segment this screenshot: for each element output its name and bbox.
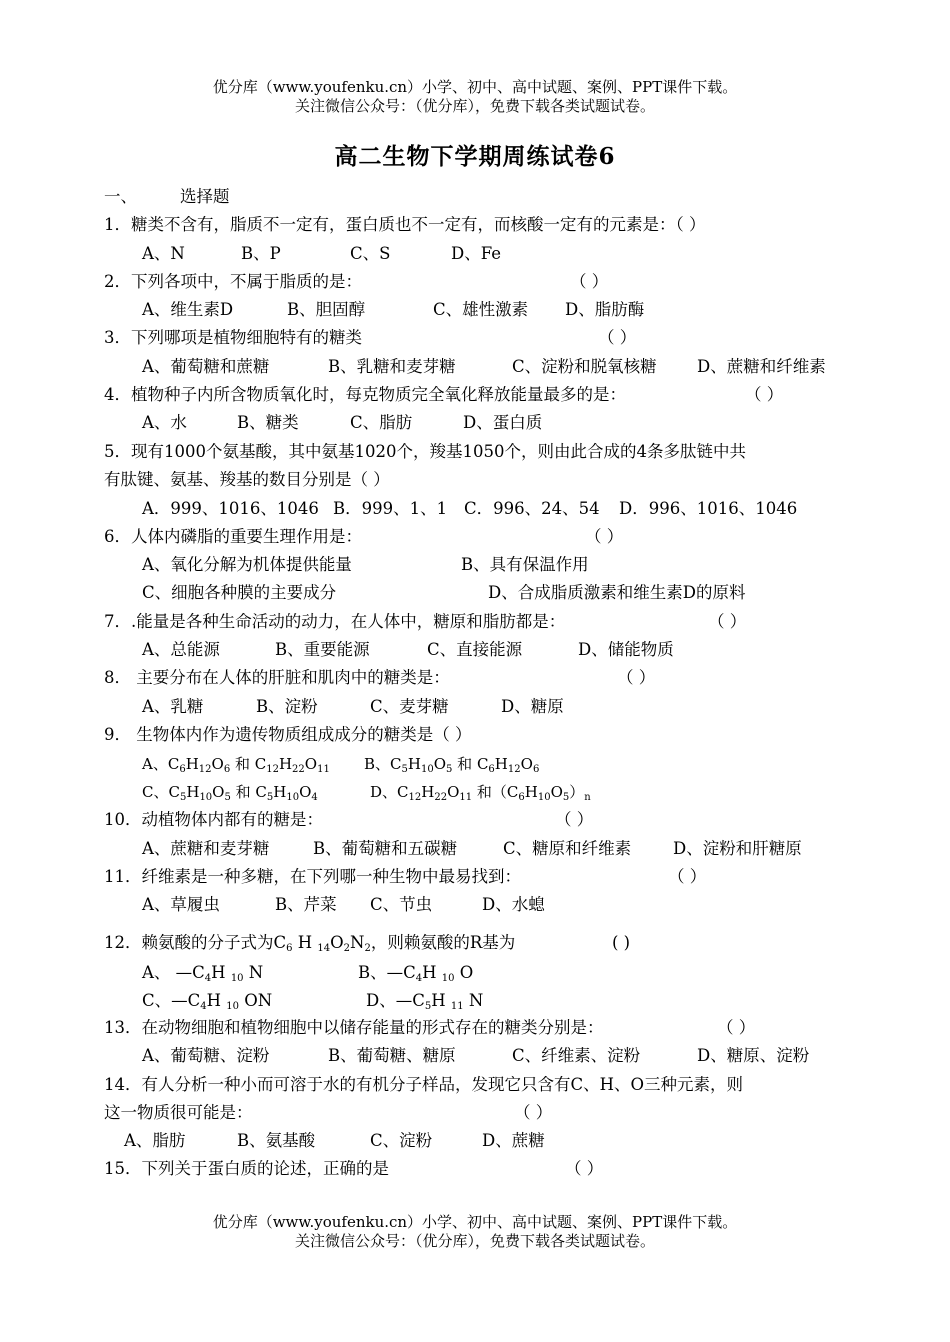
option-c: C、淀粉 (370, 1131, 433, 1150)
option-c: C、—C4H 10 ON (142, 991, 273, 1012)
footer-line-1: 优分库（www.youfenku.cn）小学、初中、高中试题、案例、PPT课件下载。 (212, 1213, 738, 1231)
question-15-stem: 15．下列关于蛋白质的论述，正确的是 (104, 1159, 389, 1178)
option-c: C、直接能源 (427, 640, 523, 659)
question-11-stem: 11．纤维素是一种多糖，在下列哪一种生物中最易找到： (104, 867, 521, 886)
option-d: D、合成脂质激素和维生素D的原料 (488, 583, 746, 602)
header-line-2: 关注微信公众号：（优分库），免费下载各类试题试卷。 (294, 97, 655, 115)
option-a: A、水 (142, 413, 187, 432)
option-b: B、P (241, 244, 281, 263)
option-c: C、淀粉和脱氧核糖 (512, 357, 657, 376)
question-8-stem: 8． 主要分布在人体的肝脏和肌肉中的糖类是： (104, 668, 450, 687)
option-b: B、葡萄糖、糖原 (328, 1046, 456, 1065)
question-9-stem: 9． 生物体内作为遗传物质组成成分的糖类是（ ） (104, 725, 472, 744)
question-12-stem: 12．赖氨酸的分子式为C6 H 14O2N2，则赖氨酸的R基为 (104, 933, 516, 954)
question-2-answer-paren: （ ） (570, 272, 609, 291)
section-number: 一、 (104, 187, 137, 206)
question-13-stem: 13．在动物细胞和植物细胞中以储存能量的形式存在的糖类分别是： (104, 1018, 604, 1037)
option-a: A、蔗糖和麦芽糖 (142, 839, 270, 858)
option-c: C、纤维素、淀粉 (512, 1046, 641, 1065)
question-5-stem-line-1: 5．现有1000个氨基酸，其中氨基1020个，羧基1050个，则由此合成的4条多肽链中共 (104, 442, 746, 461)
option-b: B．999、1、1 (333, 499, 448, 518)
option-b: B、乳糖和麦芽糖 (328, 357, 456, 376)
option-d: D．996、1016、1046 (619, 499, 798, 518)
option-a: A．999、1016、1046 (142, 499, 319, 518)
option-b: B、淀粉 (256, 697, 318, 716)
question-1-stem: 1．糖类不含有，脂质不一定有，蛋白质也不一定有，而核酸一定有的元素是：（ ） (104, 215, 706, 234)
question-14-stem-line-2: 这一物质很可能是： (104, 1103, 253, 1122)
option-d: D、—C5H 11 N (366, 991, 484, 1012)
option-a: A、乳糖 (142, 697, 204, 716)
section-heading (104, 186, 230, 208)
page-title: 高二生物下学期周练试卷6 (334, 143, 616, 170)
question-12-answer-paren: ( ) (612, 933, 631, 952)
option-b: B、—C4H 10 O (358, 963, 474, 984)
question-8-answer-paren: （ ） (617, 668, 656, 687)
question-5-stem-line-2: 有肽键、氨基、羧基的数目分别是（ ） (104, 470, 390, 489)
option-a: A、氧化分解为机体提供能量 (142, 555, 352, 574)
question-11-answer-paren: （ ） (668, 867, 707, 886)
option-c: C、脂肪 (350, 413, 413, 432)
option-c: C、S (350, 244, 391, 263)
question-6-answer-paren: （ ） (585, 527, 624, 546)
option-d: D、储能物质 (578, 640, 674, 659)
question-15-answer-paren: （ ） (565, 1159, 604, 1178)
question-12-stem-suffix: ，则赖氨酸的R基为 (370, 933, 516, 952)
option-c: C、细胞各种膜的主要成分 (142, 583, 337, 602)
option-d: D、蔗糖和纤维素 (697, 357, 826, 376)
option-a: A、葡萄糖、淀粉 (142, 1046, 270, 1065)
option-a: A、葡萄糖和蔗糖 (142, 357, 270, 376)
question-4-stem: 4．植物种子内所含物质氧化时，每克物质完全氧化释放能量最多的是： (104, 385, 626, 404)
question-14-answer-paren: （ ） (514, 1103, 553, 1122)
option-c: C、麦芽糖 (370, 697, 449, 716)
question-3-answer-paren: （ ） (598, 328, 637, 347)
section-label: 选择题 (180, 187, 230, 206)
option-d: D、$C_{12}H_{22}O_{11}$ 和$(C_6H_{10}O_5)_n$ (370, 783, 591, 803)
option-a: A、$C_6H_{12}O_6$ 和 $C_{12}H_{22}O_{11}$ (142, 755, 330, 775)
question-10-answer-paren: （ ） (555, 810, 594, 829)
option-a: A、维生素D (142, 300, 234, 319)
option-d: D、糖原 (501, 697, 564, 716)
option-d: D、水螅 (482, 895, 545, 914)
question-7-answer-paren: （ ） (708, 612, 747, 631)
question-12-stem-prefix: 12．赖氨酸的分子式为C (104, 933, 287, 952)
question-3-stem: 3．下列哪项是植物细胞特有的糖类 (104, 328, 362, 347)
option-c: C．996、24、54 (464, 499, 600, 518)
option-d: D、蛋白质 (463, 413, 543, 432)
option-a: A、脂肪 (124, 1131, 186, 1150)
option-c: C、节虫 (370, 895, 433, 914)
question-14-stem-line-1: 14．有人分析一种小而可溶于水的有机分子样品，发现它只含有C、H、O三种元素，则 (104, 1075, 744, 1094)
option-c: C、雄性激素 (433, 300, 529, 319)
option-b: B、葡萄糖和五碳糖 (313, 839, 458, 858)
option-d: D、Fe (451, 244, 502, 263)
option-b: B、具有保温作用 (461, 555, 589, 574)
option-d: D、糖原、淀粉 (697, 1046, 810, 1065)
header-line-1: 优分库（www.youfenku.cn）小学、初中、高中试题、案例、PPT课件下载。 (212, 78, 738, 96)
option-b: B、芹菜 (275, 895, 337, 914)
option-a: A、 —C4H 10 N (142, 963, 264, 984)
option-a: A、N (142, 244, 185, 263)
option-d: D、蔗糖 (482, 1131, 545, 1150)
option-a: A、草履虫 (142, 895, 220, 914)
question-2-stem: 2．下列各项中，不属于脂质的是： (104, 272, 362, 291)
option-c: C、糖原和纤维素 (503, 839, 632, 858)
question-7-stem: 7．.能量是各种生命活动的动力，在人体中，糖原和脂肪都是： (104, 612, 566, 631)
option-c: C、$C_5H_{10}O_5$ 和 $C_5H_{10}O_4$ (142, 783, 318, 803)
question-13-answer-paren: （ ） (717, 1018, 756, 1037)
option-b: B、重要能源 (275, 640, 370, 659)
question-4-answer-paren: （ ） (745, 385, 784, 404)
option-b: B、糖类 (237, 413, 299, 432)
question-6-stem: 6．人体内磷脂的重要生理作用是： (104, 527, 362, 546)
footer-line-2: 关注微信公众号：（优分库），免费下载各类试题试卷。 (294, 1232, 655, 1250)
option-b: B、胆固醇 (287, 300, 366, 319)
option-d: D、淀粉和肝糖原 (673, 839, 802, 858)
option-a: A、总能源 (142, 640, 220, 659)
question-10-stem: 10．动植物体内都有的糖是： (104, 810, 323, 829)
option-d: D、脂肪酶 (565, 300, 645, 319)
option-b: B、$C_5H_{10}O_5$ 和 $C_6H_{12}O_6$ (364, 755, 540, 775)
option-b: B、氨基酸 (237, 1131, 316, 1150)
